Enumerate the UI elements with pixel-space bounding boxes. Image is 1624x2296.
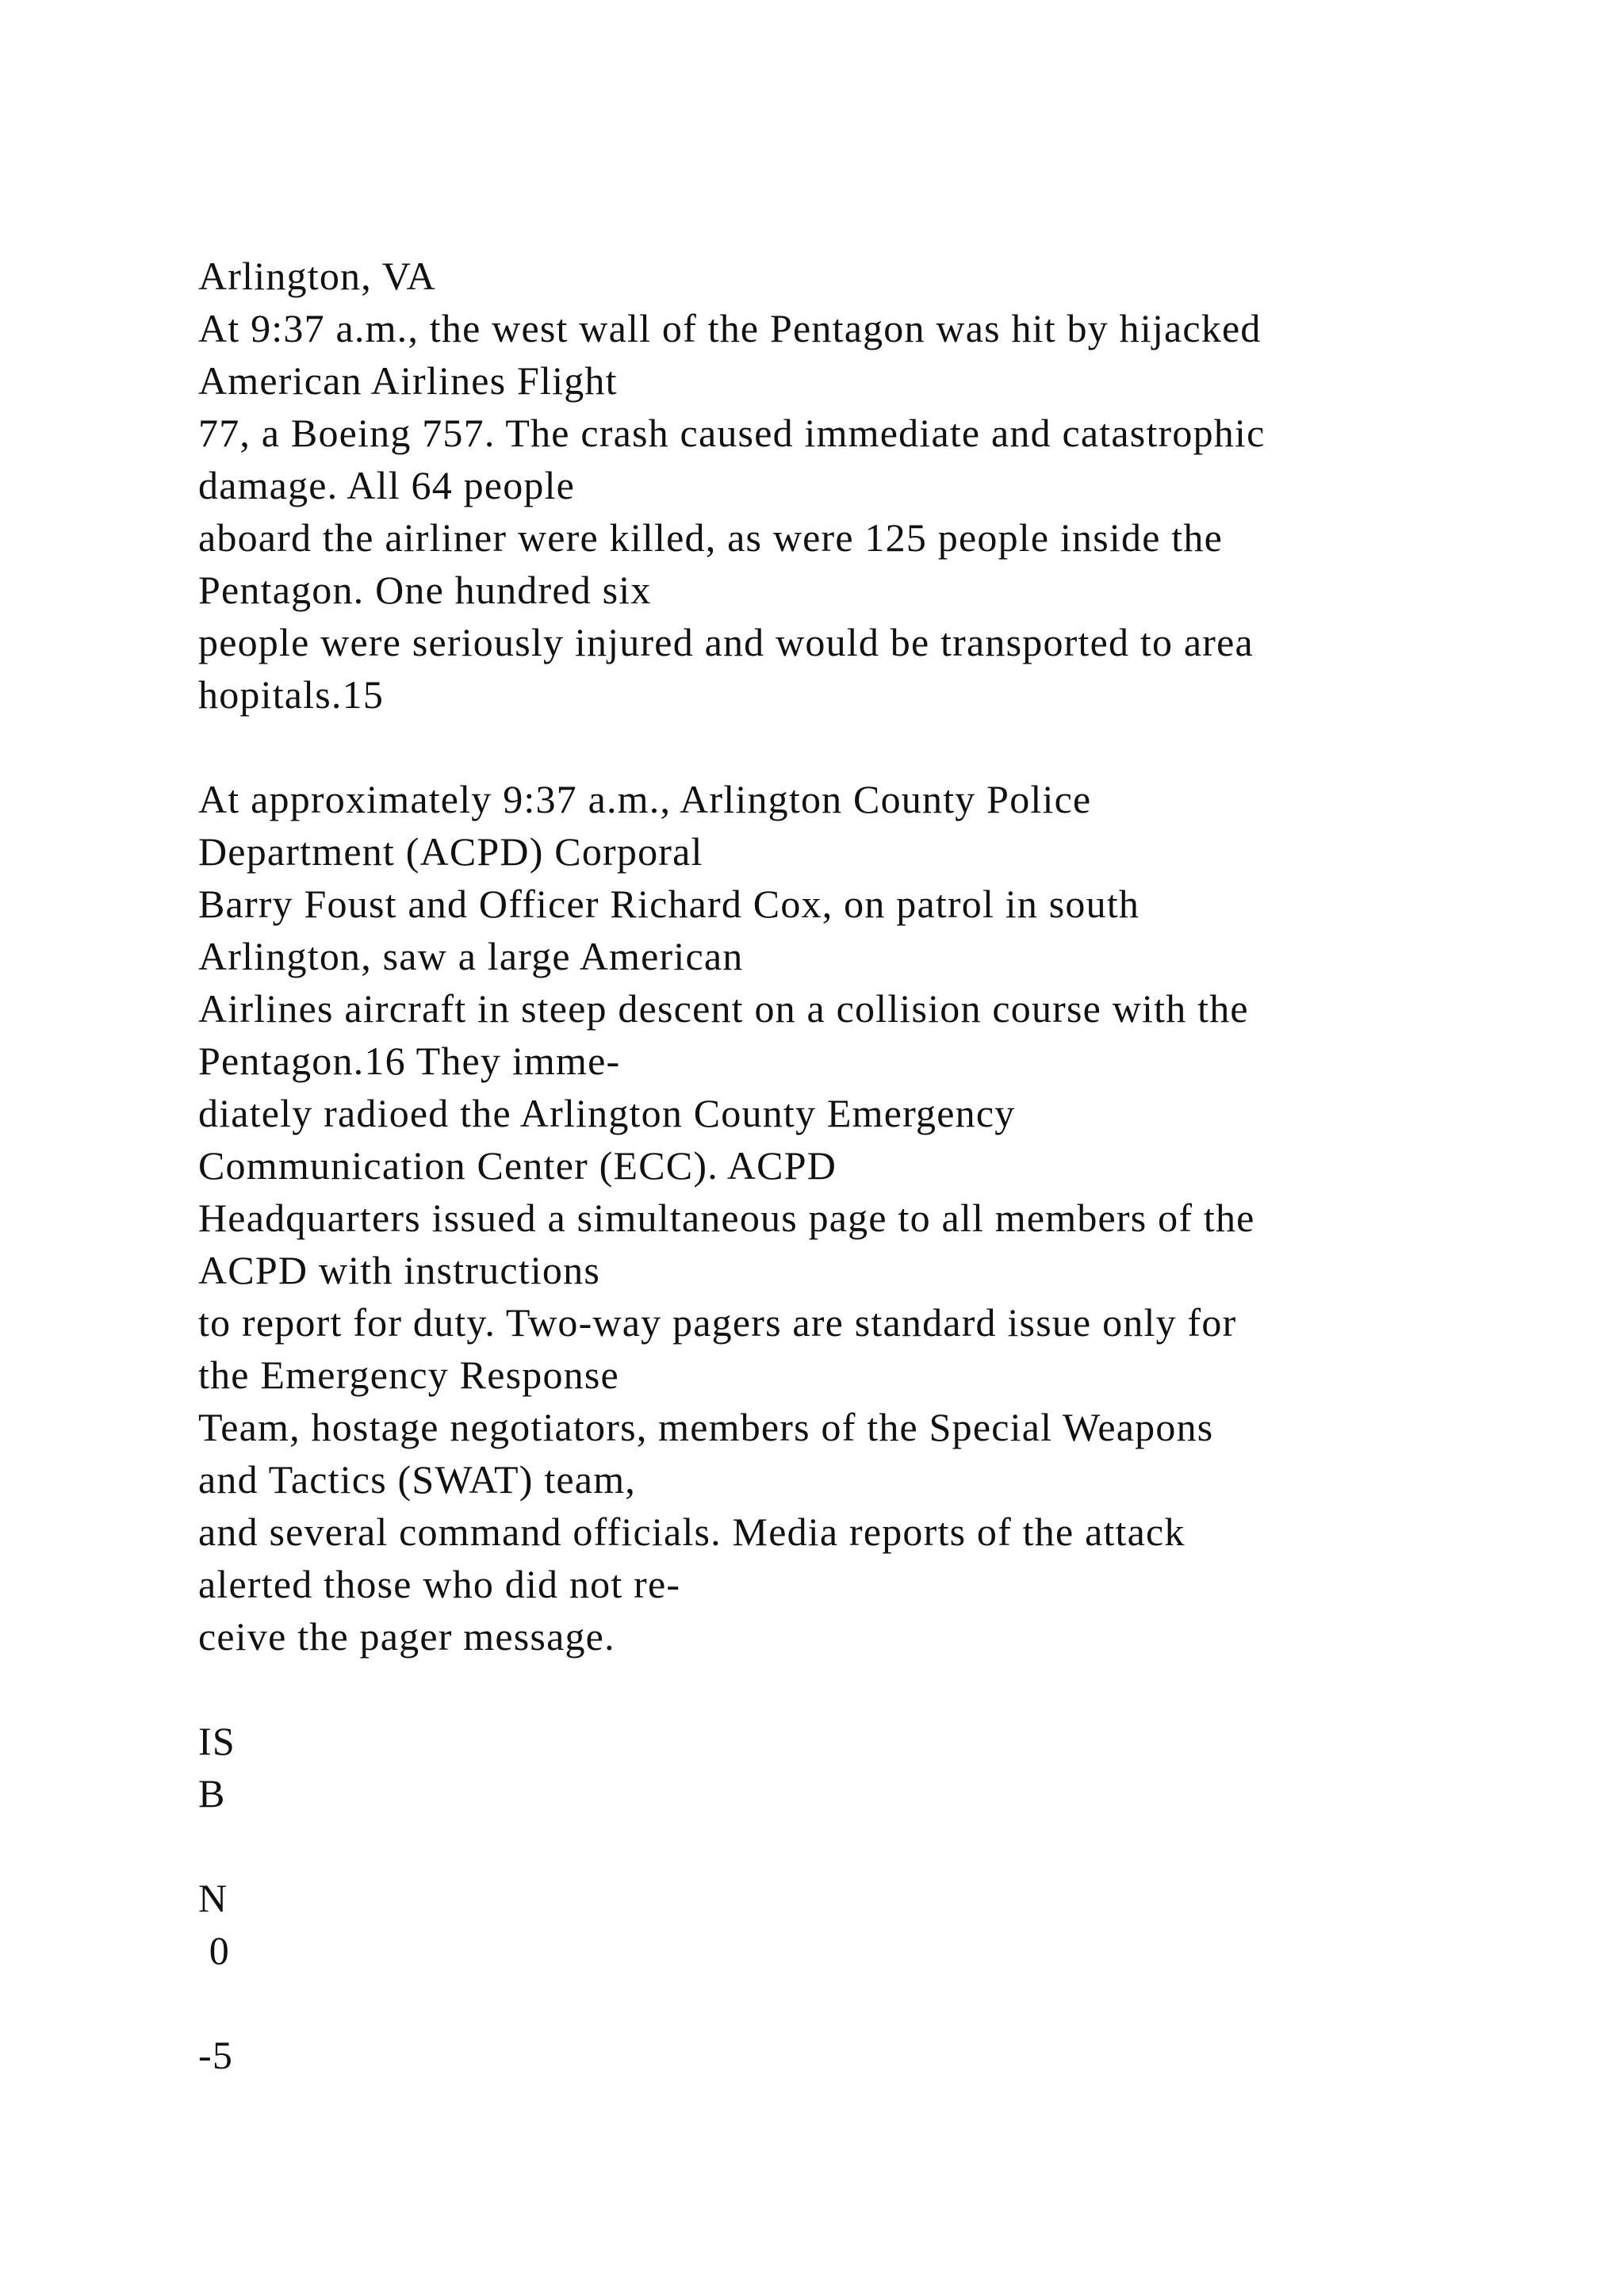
text-line: people were seriously injured and would be transported to area [198, 620, 1254, 664]
text-line: hopitals.15 [198, 672, 385, 717]
text-line: ceive the pager message. [198, 1614, 615, 1659]
document-text [198, 250, 1546, 2081]
isbn-fragment: 0 [198, 1928, 230, 1973]
text-line: Arlington, saw a large American [198, 934, 744, 978]
text-line: the Emergency Response [198, 1353, 619, 1397]
text-line: At 9:37 a.m., the west wall of the Pentagon was hit by hijacked [198, 306, 1262, 350]
text-line: to report for duty. Two-way pagers are standard issue only for [198, 1300, 1237, 1345]
blank-line [198, 1976, 1546, 2029]
text-line: Headquarters issued a simultaneous page to all members of the [198, 1196, 1255, 1240]
blank-line [198, 721, 1546, 773]
text-line: Arlington, VA [198, 254, 436, 298]
text-line: Airlines aircraft in steep descent on a collision course with the [198, 986, 1249, 1031]
text-line: At approximately 9:37 a.m., Arlington County Police [198, 777, 1092, 821]
text-line: aboard the airliner were killed, as were 125 people inside the [198, 515, 1223, 560]
text-line: and Tactics (SWAT) team, [198, 1457, 636, 1502]
isbn-fragment: -5 [198, 2033, 234, 2077]
isbn-fragment: IS [198, 1719, 236, 1763]
text-line: Barry Foust and Officer Richard Cox, on patrol in south [198, 882, 1140, 926]
isbn-fragment: N [198, 1876, 228, 1920]
isbn-fragment: B [198, 1771, 226, 1816]
text-line: 77, a Boeing 757. The crash caused immediate and catastrophic [198, 411, 1266, 455]
text-line: Department (ACPD) Corporal [198, 829, 703, 874]
text-line: damage. All 64 people [198, 463, 576, 507]
blank-line [198, 1820, 1546, 1872]
text-line: Team, hostage negotiators, members of the Special Weapons [198, 1405, 1214, 1449]
text-line: and several command officials. Media reports of the attack [198, 1510, 1185, 1554]
blank-line [198, 1663, 1546, 1715]
text-line: Pentagon.16 They imme- [198, 1039, 621, 1083]
text-line: ACPD with instructions [198, 1248, 600, 1292]
text-line: Communication Center (ECC). ACPD [198, 1143, 837, 1188]
text-line: Pentagon. One hundred six [198, 568, 652, 612]
text-line: American Airlines Flight [198, 358, 618, 403]
text-line: diately radioed the Arlington County Emergency [198, 1091, 1016, 1135]
text-line: alerted those who did not re- [198, 1562, 681, 1606]
